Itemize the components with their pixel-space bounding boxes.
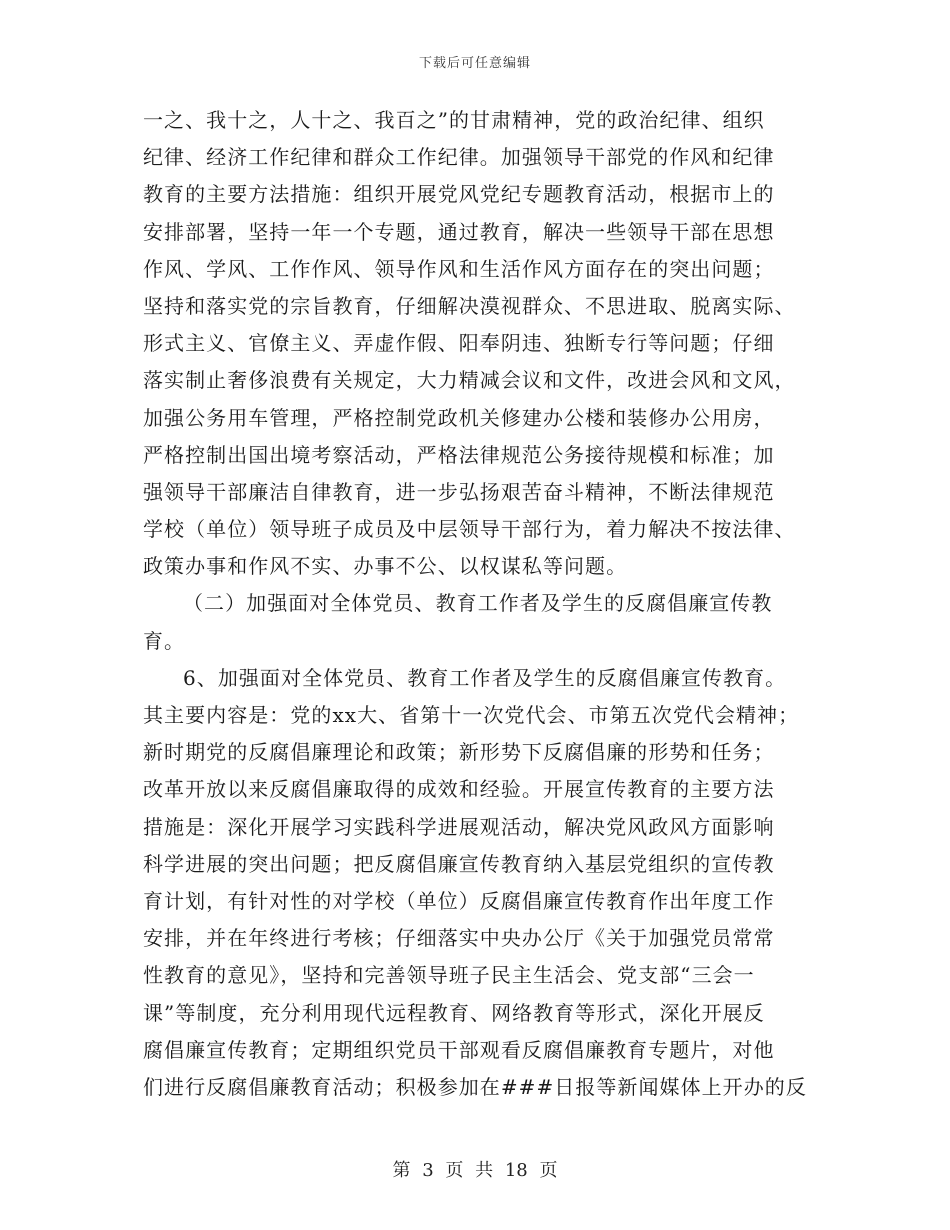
text-line: 一之、我十之，人十之、我百之”的甘肃精神，党的政治纪律、组织 (143, 108, 765, 132)
text-line: 作风、学风、工作作风、领导作风和生活作风方面存在的突出问题； (143, 256, 775, 281)
text-line: 政策办事和作风不实、办事不公、以权谋私等问题。 (143, 554, 628, 579)
text-line: 教育的主要方法措施：组织开展党风党纪专题教育活动，根据市上的 (143, 182, 775, 207)
text-line: 安排部署，坚持一年一个专题，通过教育，解决一些领导干部在思想 (143, 219, 775, 244)
text-line: 改革开放以来反腐倡廉取得的成效和经验。开展宣传教育的主要方法 (143, 777, 775, 802)
paragraph-start-line: 6、加强面对全体党员、教育工作者及学生的反腐倡廉宣传教育。 (183, 665, 787, 690)
page-number-footer: 第 3 页 共 18 页 (392, 1160, 558, 1181)
text-line: 新时期党的反腐倡廉理论和政策；新形势下反腐倡廉的形势和任务； (143, 740, 775, 765)
text-line: 科学进展的突出问题；把反腐倡廉宣传教育纳入基层党组织的宣传教 (143, 851, 775, 876)
text-line: 纪律、经济工作纪律和群众工作纪律。加强领导干部党的作风和纪律 (143, 145, 775, 170)
text-line: 课”等制度，充分利用现代远程教育、网络教育等形式，深化开展反 (143, 1000, 765, 1025)
text-line: 落实制止奢侈浪费有关规定，大力精减会议和文件，改进会风和文风， (143, 368, 796, 393)
text-line: 措施是：深化开展学习实践科学进展观活动，解决党风政风方面影响 (143, 814, 775, 839)
text-line: 们进行反腐倡廉教育活动；积极参加在###日报等新闻媒体上开办的反 (143, 1074, 807, 1099)
text-line: 其主要内容是：党的xx大、省第十一次党代会、市第五次党代会精神； (143, 703, 800, 727)
text-line: 坚持和落实党的宗旨教育，仔细解决漠视群众、不思进取、脱离实际、 (143, 293, 796, 318)
text-line: 腐倡廉宣传教育；定期组织党员干部观看反腐倡廉教育专题片，对他 (143, 1037, 775, 1062)
document-body (143, 102, 807, 1106)
text-line: 性教育的意见》，坚持和完善领导班子民主生活会、党支部“三会一 (143, 963, 755, 988)
text-line: 形式主义、官僚主义、弄虚作假、阳奉阴违、独断专行等问题；仔细 (143, 331, 775, 356)
text-line: 严格控制出国出境考察活动，严格法律规范公务接待规模和标准；加 (143, 442, 775, 467)
text-line: 强领导干部廉洁自律教育，进一步弘扬艰苦奋斗精神，不断法律规范 (143, 479, 775, 504)
text-line: 安排，并在年终进行考核；仔细落实中央办公厅《关于加强党员常常 (143, 926, 775, 951)
text-line: 加强公务用车管理，严格控制党政机关修建办公楼和装修办公用房， (143, 405, 775, 430)
text-line: 育。 (143, 628, 186, 653)
section-heading: （二）加强面对全体党员、教育工作者及学生的反腐倡廉宣传教 (183, 591, 773, 616)
page-header-note: 下载后可任意编辑 (418, 56, 531, 71)
text-line: 育计划，有针对性的对学校（单位）反腐倡廉宣传教育作出年度工作 (143, 888, 775, 913)
text-line: 学校（单位）领导班子成员及中层领导干部行为，着力解决不按法律、 (143, 517, 796, 542)
